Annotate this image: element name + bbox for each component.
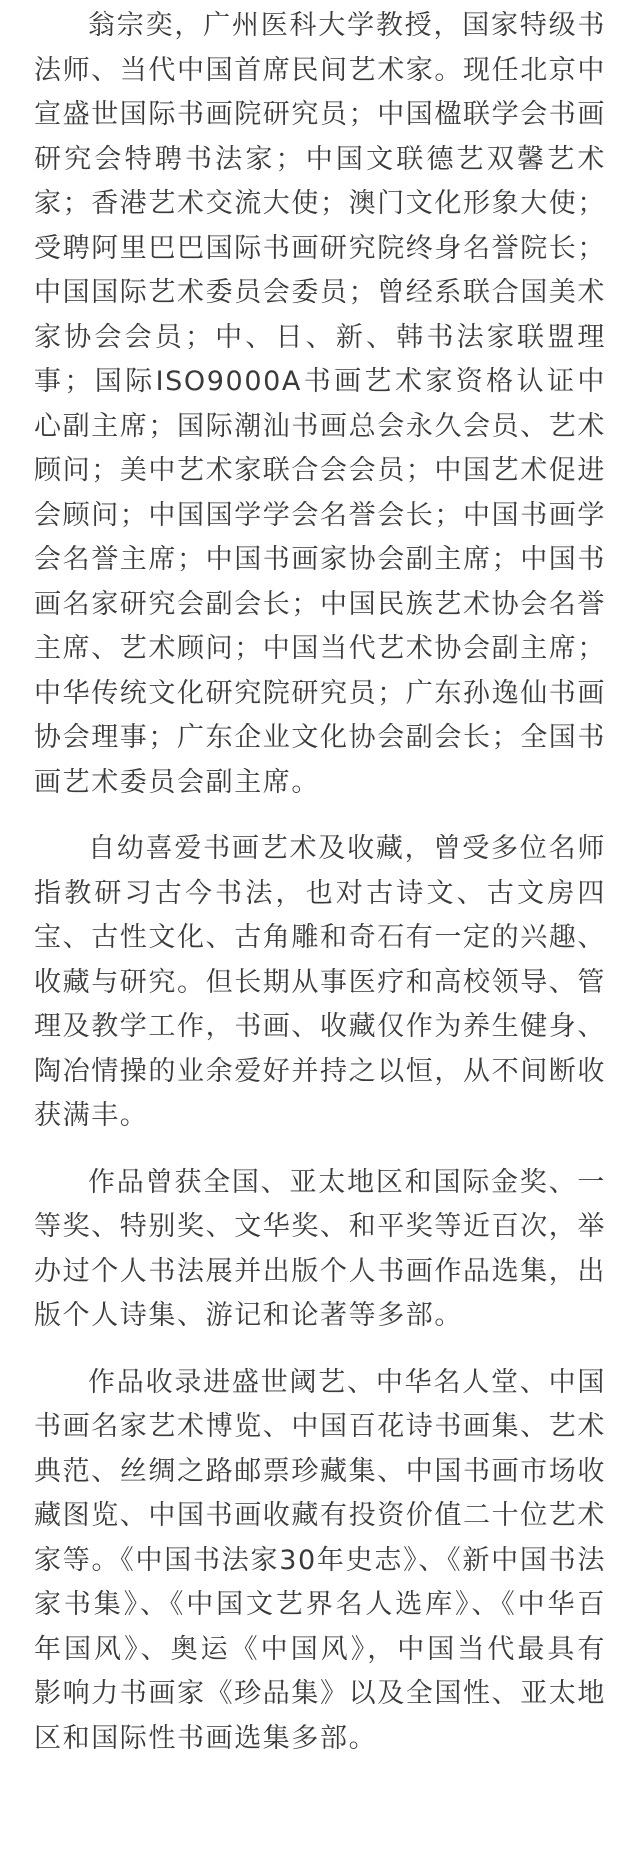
paragraph-biography: 翁宗奕，广州医科大学教授，国家特级书法师、当代中国首席民间艺术家。现任北京中宣盛世国际书画院研究员；中国楹联学会书画研究会特聘书法家；中国文联德艺双馨艺术家；香港艺术交流大使；澳门文化形象大使；受聘阿里巴巴国际书画研究院终身名誉院长；中国国际艺术委员会委员；曾经系联合国美术家协会会员；中、日、新、韩书法家联盟理事；国际ISO9000A书画艺术家资格认证中心副主席；国际潮汕书画总会永久会员、艺术顾问；美中艺术家联合会会员；中国艺术促进会顾问；中国国学学会名誉会长；中国书画学会名誉主席；中国书画家协会副主席；中国书画名家研究会副会长；中国民族艺术协会名誉主席、艺术顾问；中国当代艺术协会副主席；中华传统文化研究院研究员；广东孙逸仙书画协会理事；广东企业文化协会副会长；全国书画艺术委员会副主席。 — [34, 10, 606, 798]
paragraph-publications: 作品收录进盛世阈艺、中华名人堂、中国书画名家艺术博览、中国百花诗书画集、艺术典范、丝绸之路邮票珍藏集、中国书画市场收藏图览、中国书画收藏有投资价值二十位艺术家等。《中国书法家30年史志》、《新中国书法家书集》、《中国文艺界名人选库》、《中华百年国风》、奥运《中国风》，中国当代最具有影响力书画家《珍品集》以及全国性、亚太地区和国际性书画选集多部。 — [34, 1366, 606, 1754]
paragraph-awards: 作品曾获全国、亚太地区和国际金奖、一等奖、特别奖、文华奖、和平奖等近百次，举办过个人书法展并出版个人书画作品选集，出版个人诗集、游记和论著等多部。 — [34, 1166, 606, 1331]
paragraph-collecting-interests: 自幼喜爱书画艺术及收藏，曾受多位名师指教研习古今书法，也对古诗文、古文房四宝、古性文化、古角雕和奇石有一定的兴趣、收藏与研究。但长期从事医疗和高校领导、管理及教学工作，书画、收藏仅作为养生健身、陶冶情操的业余爱好并持之以恒，从不间断收获满丰。 — [34, 833, 606, 1131]
